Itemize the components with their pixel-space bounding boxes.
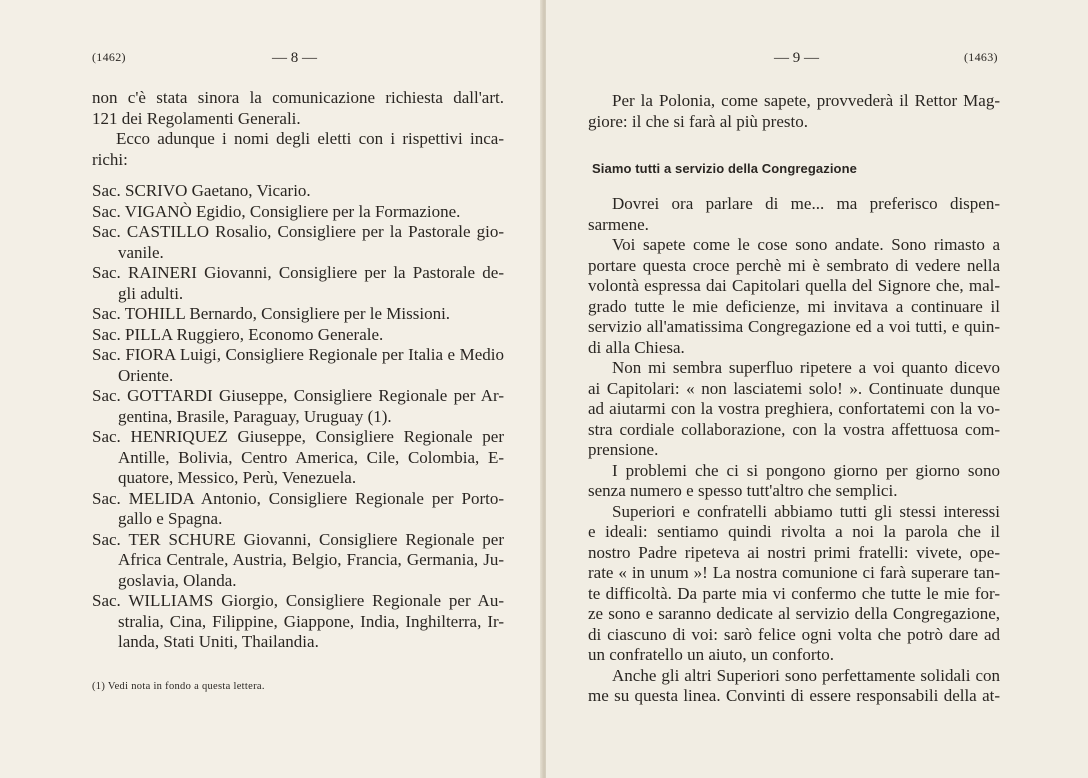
- paragraph-line: di ciascuno di voi: sarò felice ogni volta che potrò dare ad: [588, 624, 1000, 644]
- paragraph-line: servizio all'amatissima Congregazione ed a voi tutti, e quin-: [588, 317, 1000, 336]
- right-page: [546, 0, 1088, 778]
- paragraph-line: Superiori e confratelli abbiamo tutti gli stessi interessi: [612, 501, 1000, 521]
- entry-first-line: Sac. CASTILLO Rosalio, Consigliere per la Pastorale gio-: [92, 222, 504, 241]
- right-body: [588, 194, 1000, 707]
- left-page-header: (1462): [92, 50, 126, 64]
- elected-entry: [92, 263, 504, 304]
- paragraph-line: di alla Chiesa.: [588, 337, 685, 357]
- paragraph-line: I problemi che ci si pongono giorno per giorno sono: [612, 460, 1000, 480]
- ecco-line: richi:: [92, 149, 128, 169]
- paragraph-line: te difficoltà. Da parte mia vi confermo che tutte le mie for-: [588, 583, 1000, 603]
- paragraph-line: ze sono e saranno dedicate al servizio della Congregazione,: [588, 604, 1000, 623]
- elected-entry: [92, 427, 504, 489]
- paragraph: [588, 461, 1000, 502]
- paragraph-line: ai Capitolari: « non lasciatemi solo! ». Continuate dunque: [588, 378, 1000, 398]
- paragraph-line: un confratello un aiuto, un conforto.: [588, 645, 834, 664]
- entry-first-line: Sac. TOHILL Bernardo, Consigliere per le Missioni.: [92, 304, 451, 323]
- entry-first-line: Sac. SCRIVO Gaetano, Vicario.: [92, 181, 311, 200]
- elected-entry: [92, 202, 504, 223]
- footnote: (1) Vedi nota in fondo a questa lettera.: [92, 681, 265, 692]
- paragraph-line: e ideali: sentiamo quindi rivolta a noi la parola che il: [588, 522, 1000, 541]
- entry-first-line: Sac. TER SCHURE Giovanni, Consigliere Regionale per: [92, 529, 504, 549]
- entry-continuation-line: Africa Centrale, Austria, Belgio, Francia, Germania, Ju-: [118, 550, 504, 569]
- paragraph: [588, 194, 1000, 235]
- right-page-number: — 9 —: [774, 50, 819, 66]
- elected-entry: [92, 325, 504, 346]
- entry-first-line: Sac. FIORA Luigi, Consigliere Regionale per Italia e Medio: [92, 345, 504, 364]
- paragraph-line: sarmene.: [588, 214, 649, 234]
- paragraph-line: senza numero e spesso tutt'altro che semplici.: [588, 481, 898, 500]
- elected-entry: [92, 386, 504, 427]
- elected-entry: [92, 181, 504, 202]
- intro-line: 121 dei Regolamenti Generali.: [92, 108, 301, 128]
- entry-continuation-line: gli adulti.: [118, 283, 184, 303]
- entry-continuation-line: vanile.: [118, 242, 164, 262]
- entry-first-line: Sac. HENRIQUEZ Giuseppe, Consigliere Regionale per: [92, 427, 504, 446]
- paragraph-line: ad aiutarmi con la vostra preghiera, confortatemi con la vo-: [588, 399, 1000, 418]
- elected-entry: [92, 345, 504, 386]
- elected-entry: [92, 530, 504, 592]
- paragraph-line: stra cordiale collaborazione, con la vostra affettuosa com-: [588, 419, 1000, 439]
- entry-continuation-line: gallo e Spagna.: [118, 509, 223, 528]
- paragraph-line: me su questa linea. Convinti di essere responsabili della at-: [588, 686, 1000, 705]
- entry-first-line: Sac. RAINERI Giovanni, Consigliere per la Pastorale de-: [92, 263, 504, 282]
- paragraph-line: Dovrei ora parlare di me... ma preferisco dispen-: [612, 194, 1000, 213]
- paragraph-line: prensione.: [588, 440, 659, 459]
- elected-entry: [92, 591, 504, 653]
- entry-continuation-line: landa, Stati Uniti, Thailandia.: [118, 632, 319, 651]
- paragraph-line: volontà espressa dai Capitolari quella del Signore che, mal-: [588, 276, 1000, 295]
- paragraph-line: nostro Padre ripeteva ai nostri primi fratelli: vivete, ope-: [588, 542, 1000, 562]
- paragraph: [588, 358, 1000, 461]
- entry-continuation-line: goslavia, Olanda.: [118, 570, 237, 590]
- entry-first-line: Sac. PILLA Ruggiero, Economo Generale.: [92, 324, 384, 344]
- entry-continuation-line: gentina, Brasile, Paraguay, Uruguay (1).: [118, 406, 392, 426]
- left-body: [92, 88, 504, 170]
- entry-continuation-line: quatore, Messico, Perù, Venezuela.: [118, 468, 357, 487]
- elected-entry: [92, 222, 504, 263]
- right-page-header: (1463): [964, 50, 998, 64]
- entry-first-line: Sac. VIGANÒ Egidio, Consigliere per la Formazione.: [92, 201, 461, 221]
- entry-first-line: Sac. GOTTARDI Giuseppe, Consigliere Regionale per Ar-: [92, 386, 504, 405]
- paragraph: [588, 235, 1000, 358]
- ecco-line: Ecco adunque i nomi degli eletti con i rispettivi inca-: [116, 129, 504, 148]
- paragraph-line: grado tutte le mie deficienze, mi invitava a continuare il: [588, 296, 1000, 316]
- intro-line: non c'è stata sinora la comunicazione richiesta dall'art.: [92, 88, 504, 107]
- paragraph-line: portare questa croce perchè mi è sembrato di vedere nella: [588, 255, 1000, 275]
- left-page-number: — 8 —: [272, 50, 317, 66]
- entry-first-line: Sac. MELIDA Antonio, Consigliere Regionale per Porto-: [92, 488, 504, 508]
- elected-list: [92, 181, 504, 653]
- entry-continuation-line: stralia, Cina, Filippine, Giappone, India, Inghilterra, Ir-: [118, 611, 504, 631]
- paragraph: [588, 666, 1000, 707]
- paragraph-line: Anche gli altri Superiori sono perfettamente solidali con: [612, 665, 1000, 685]
- entry-first-line: Sac. WILLIAMS Giorgio, Consigliere Regionale per Au-: [92, 591, 504, 610]
- paragraph-line: rate « in unum »! La nostra comunione ci farà superare tan-: [588, 563, 1000, 582]
- polonia-line: giore: il che si farà al più presto.: [588, 111, 808, 131]
- paragraph: [588, 502, 1000, 666]
- section-subheading: Siamo tutti a servizio della Congregazione: [592, 161, 857, 176]
- entry-continuation-line: Antille, Bolivia, Centro America, Cile, Colombia, E-: [118, 447, 504, 467]
- polonia-paragraph: [588, 91, 1000, 132]
- elected-entry: [92, 304, 504, 325]
- polonia-line: Per la Polonia, come sapete, provvederà il Rettor Mag-: [612, 91, 1000, 110]
- paragraph-line: Non mi sembra superfluo ripetere a voi quanto dicevo: [612, 358, 1000, 377]
- paragraph-line: Voi sapete come le cose sono andate. Sono rimasto a: [612, 235, 1000, 254]
- entry-continuation-line: Oriente.: [118, 365, 174, 385]
- elected-entry: [92, 489, 504, 530]
